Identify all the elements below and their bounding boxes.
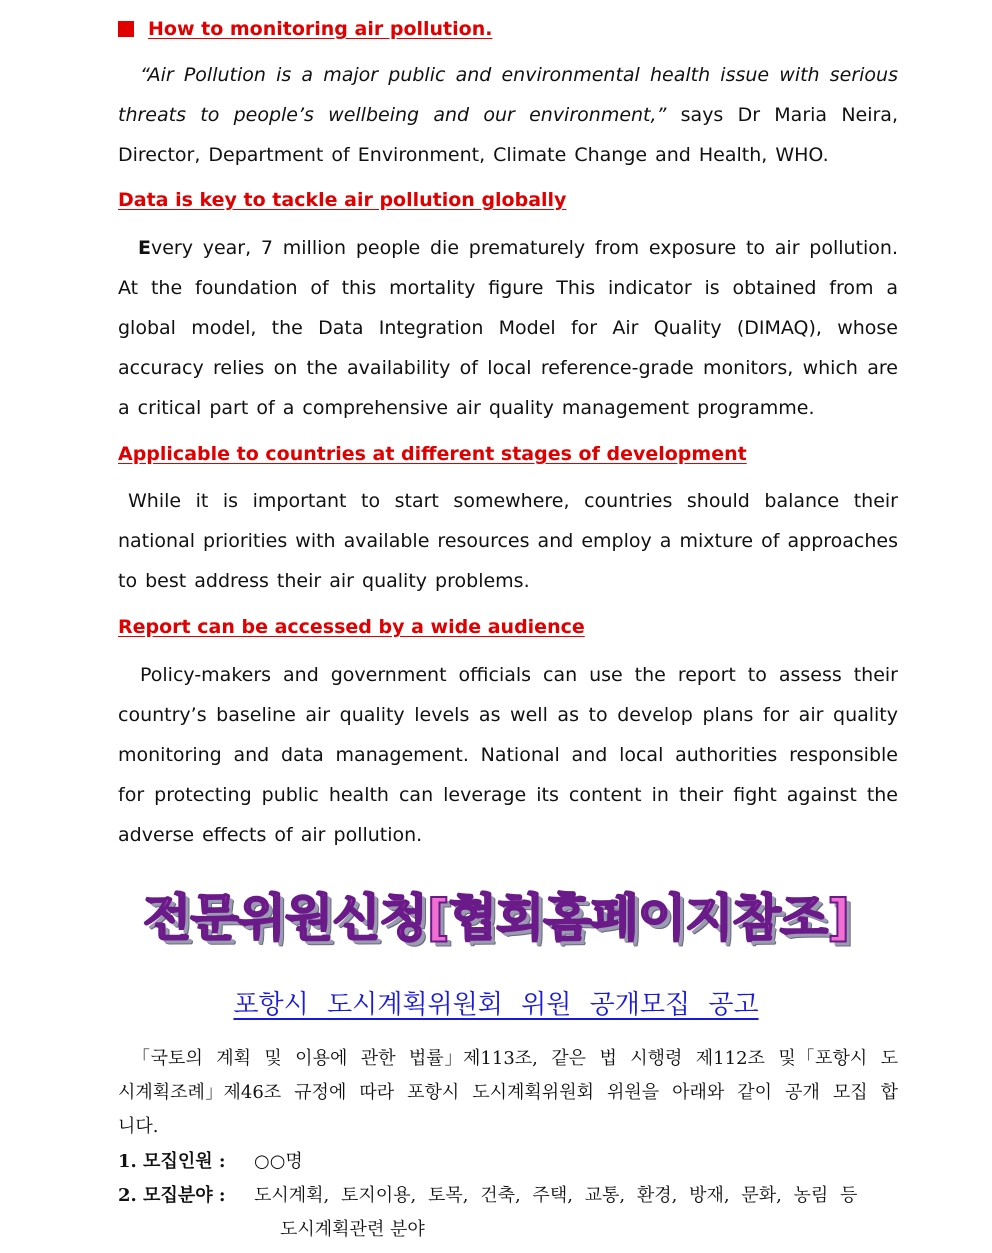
intro-paragraph <box>118 55 898 175</box>
expert-application-banner: 전문위원신청[협회홈페이지참조] <box>143 889 849 947</box>
paragraph-report-access: Policy-makers and government officials can use the report to assess their country’s baseline air quality levels as well as to develop plans for air quality monitoring and data management. National and local authorities responsible for protecting public health can leverage its content in their fight against the adverse effects of air pollution. <box>118 664 898 846</box>
main-heading: How to monitoring air pollution. <box>118 18 898 40</box>
notice-item-recruit-field <box>118 1179 898 1247</box>
intro-attribution: says Dr Maria Neira, Director, Department of Environment, Climate Change and Health, WHO. <box>118 104 898 166</box>
heading-data-is-key: Data is key to tackle air pollution globally <box>118 189 567 211</box>
item-value: ○○명 <box>254 1151 303 1172</box>
item-value: 도시계획, 토지이용, 토목, 건축, 주택, 교통, 환경, 방재, 문화, 농림 등 <box>254 1185 858 1206</box>
intro-quote: “Air Pollution is a major public and environmental health issue with serious threats to people’s wellbeing and our environment,” <box>118 64 898 126</box>
heading-report-access: Report can be accessed by a wide audience <box>118 616 585 638</box>
item-label: 1. 모집인원 : <box>118 1151 226 1172</box>
notice-title: 포항시 도시계획위원회 위원 공개모집 공고 <box>233 990 759 1020</box>
notice-body: 「국토의 계획 및 이용에 관한 법률」제113조, 같은 법 시행령 제112조 및「포항시 도시계획조례」제46조 규정에 따라 포항시 도시계획위원회 위원을 아래와 같이 공개 모집 합니다. <box>118 1048 898 1137</box>
item-label: 2. 모집분야 : <box>118 1185 226 1206</box>
heading-applicable: Applicable to countries at different stages of development <box>118 443 747 465</box>
notice-item-recruit-count <box>118 1145 898 1179</box>
item-value-continued: 도시계획관련 분야 <box>280 1219 425 1240</box>
paragraph-data-is-key: Every year, 7 million people die prematurely from exposure to air pollution. At the foundation of this mortality figure This indicator is obtained from a global model, the Data Integration Model for Air Quality (DIMAQ), whose accuracy relies on the availability of local reference-grade monitors, which are a critical part of a comprehensive air quality management programme. <box>118 237 898 419</box>
paragraph-applicable: While it is important to start somewhere, countries should balance their national priorities with available resources and employ a mixture of approaches to best address their air quality problems. <box>118 490 898 592</box>
red-square-bullet-icon <box>118 21 134 37</box>
paragraph-initial-letter: E <box>138 237 151 259</box>
